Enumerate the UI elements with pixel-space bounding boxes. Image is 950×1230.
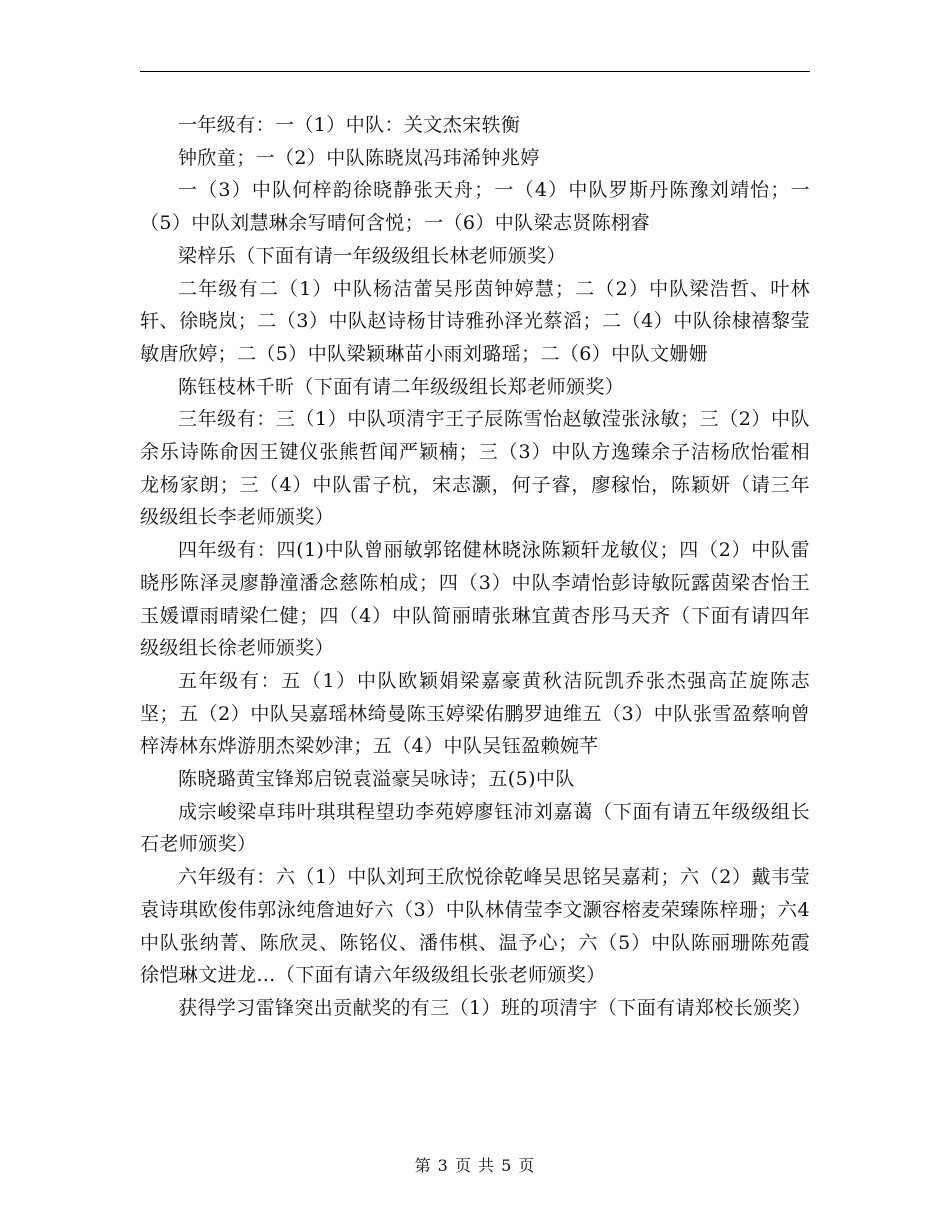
paragraph-grade3: 三年级有：三（1）中队项清宇王子辰陈雪怡赵敏滢张泳敏；三（2）中队余乐诗陈俞因王键仪张熊哲闻严颖楠；三（3）中队方逸臻余子洁杨欣怡霍相龙杨家朗；三（4）中队雷子杭，宋志灏，何子睿，廖稼怡，陈颖妍（请三年级级组长李老师颁奖） [140, 408, 810, 529]
paragraph-grade1-class2: 钟欣童；一（2）中队陈晓岚冯玮浠钟兆婷 [178, 146, 540, 169]
paragraph-leifeng-award: 获得学习雷锋突出贡献奖的有三（1）班的项清宇（下面有请郑校长颁奖） [178, 996, 812, 1019]
paragraph-grade5-class5: 成宗峻梁卓玮叶琪琪程望玏李苑婷廖钰沛刘嘉蔼（下面有请五年级级组长石老师颁奖） [140, 800, 810, 856]
paragraph-grade1-class1: 一年级有：一（1）中队：关文杰宋轶衡 [178, 114, 521, 136]
page-number-footer: 第 3 页 共 5 页 [414, 1156, 536, 1175]
paragraph-grade5-class4-cont: 陈晓璐黄宝锋郑启锐袁溢豪吴咏诗；五(5)中队 [178, 768, 575, 791]
paragraph-grade4: 四年级有：四(1)中队曾丽敏郭铭健林晓泳陈颖轩龙敏仪；四（2）中队雷晓彤陈泽灵廖静潼潘念慈陈柏成；四（3）中队李靖怡彭诗敏阮露茵梁杏怡王玉媛谭雨晴梁仁健；四（4）中队简丽晴张琳宜黄杏彤马天齐（下面有请四年级级组长徐老师颁奖） [140, 539, 810, 660]
paragraph-grade1-presenter: 梁梓乐（下面有请一年级级组长林老师颁奖） [178, 244, 567, 267]
document-body [140, 109, 810, 1025]
paragraph-grade2-presenter: 陈钰枝林千昕（下面有请二年级级组长郑老师颁奖） [178, 375, 625, 398]
paragraph-grade6: 六年级有：六（1）中队刘珂王欣悦徐乾峰吴思铭吴嘉莉；六（2）戴韦莹袁诗琪欧俊伟郭泳纯詹迪好六（3）中队林倩莹李文灏容榕麦荣臻陈梓珊；六4中队张纳菁、陈欣灵、陈铭仪、潘伟棋、温予心；六（5）中队陈丽珊陈苑霞徐恺琳文进龙…（下面有请六年级级组长张老师颁奖） [140, 866, 810, 987]
paragraph-grade5: 五年级有：五（1）中队欧颖娟梁嘉豪黄秋洁阮凯乔张杰强高芷旋陈志坚；五（2）中队吴嘉瑶林绮曼陈玉婷梁佑鹏罗迪维五（3）中队张雪盈蔡响曾梓涛林东烨游朋杰梁妙津；五（4）中队吴钰盈赖婉芊 [140, 669, 810, 758]
header-rule [140, 71, 810, 72]
paragraph-grade1-classes3-6: 一（3）中队何梓韵徐晓静张天舟；一（4）中队罗斯丹陈豫刘靖怡；一（5）中队刘慧琳余写晴何含悦；一（6）中队梁志贤陈栩睿 [140, 179, 810, 235]
paragraph-grade2: 二年级有二（1）中队杨洁蕾吴彤茵钟婷慧；二（2）中队梁浩哲、叶林轩、徐晓岚；二（3）中队赵诗杨甘诗雅孙泽光蔡滔；二（4）中队徐棣禧黎莹敏唐欣婷；二（5）中队梁颖琳苗小雨刘璐瑶；二（6）中队文姗姗 [140, 277, 810, 365]
